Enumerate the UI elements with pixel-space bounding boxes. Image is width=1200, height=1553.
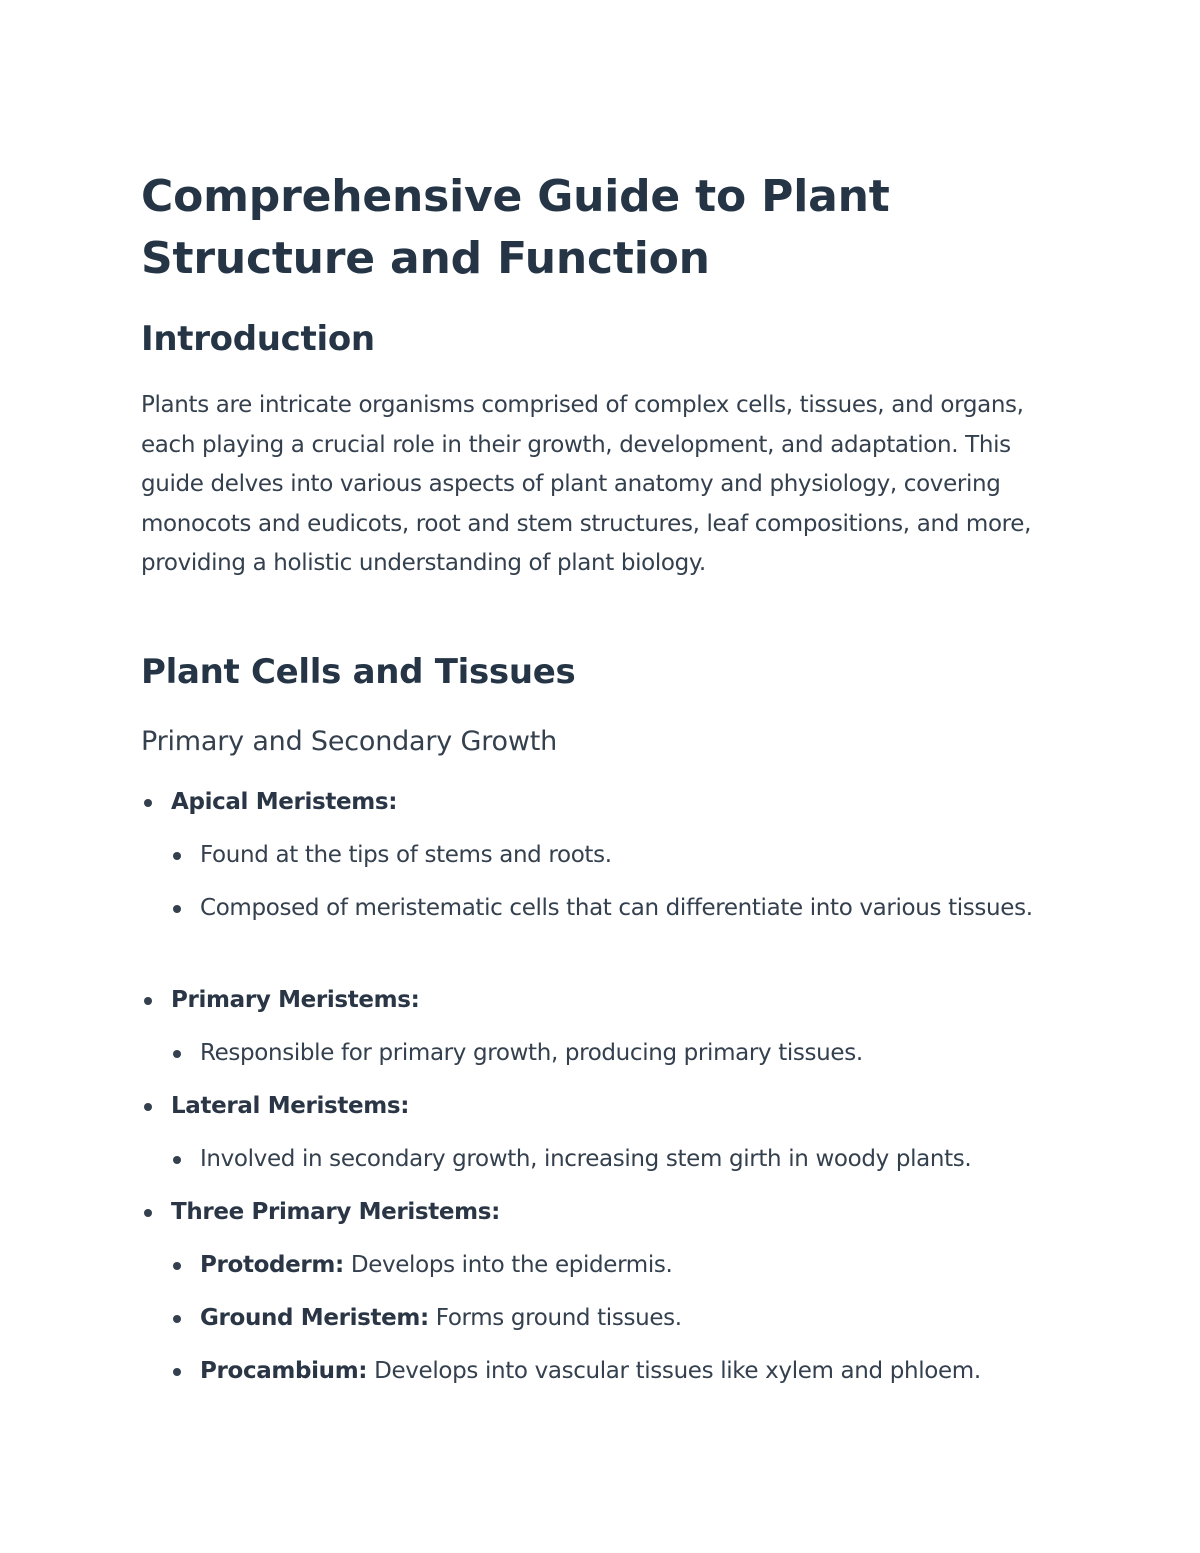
document-title: Comprehensive Guide to Plant Structure and Function [141, 171, 890, 284]
bullet-icon [173, 1315, 181, 1323]
list-item-three-primary [171, 1193, 1031, 1233]
list-item-lateral [171, 1087, 1031, 1127]
introduction-heading: Introduction [141, 319, 375, 359]
term-description: Develops into vascular tissues like xylem and phloem. [367, 1358, 981, 1384]
list-item: Responsible for primary growth, producing primary tissues. [200, 1040, 863, 1066]
list-item-ground-meristem [200, 1299, 1040, 1339]
bullet-icon [173, 905, 181, 913]
term-description: Forms ground tissues. [428, 1305, 682, 1331]
bullet-icon [144, 1209, 152, 1217]
bullet-icon [173, 1262, 181, 1270]
bullet-icon [173, 1050, 181, 1058]
list-item: Involved in secondary growth, increasing stem girth in woody plants. [200, 1146, 972, 1172]
bullet-icon [144, 799, 152, 807]
list-item-protoderm [200, 1246, 1040, 1286]
list-item-apical [171, 783, 1031, 823]
term-label: Apical Meristems: [171, 789, 398, 815]
cells-tissues-heading: Plant Cells and Tissues [141, 652, 576, 692]
bullet-icon [173, 1368, 181, 1376]
term-description: Develops into the epidermis. [343, 1252, 673, 1278]
term-label: Three Primary Meristems: [171, 1199, 500, 1225]
bullet-icon [173, 852, 181, 860]
list-item: Found at the tips of stems and roots. [200, 842, 612, 868]
bullet-icon [144, 1103, 152, 1111]
term-label: Ground Meristem: [200, 1305, 429, 1331]
bullet-icon [144, 997, 152, 1005]
term-label: Protoderm: [200, 1252, 344, 1278]
list-item-procambium [200, 1352, 1040, 1392]
term-label: Procambium: [200, 1358, 368, 1384]
list-item-primary [171, 981, 1031, 1021]
term-label: Lateral Meristems: [171, 1093, 410, 1119]
bullet-icon [173, 1156, 181, 1164]
term-label: Primary Meristems: [171, 987, 420, 1013]
introduction-paragraph: Plants are intricate organisms comprised of complex cells, tissues, and organs, each playing a crucial role in their growth, development, and adaptation. This guide delves into various aspects of plant anatomy and physiology, covering monocots and eudicots, root and stem structures, leaf compositions, and more, providing a holistic understanding of plant biology. [141, 392, 1032, 576]
list-item: Composed of meristematic cells that can differentiate into various tissues. [200, 895, 1033, 921]
growth-subheading: Primary and Secondary Growth [141, 726, 557, 757]
